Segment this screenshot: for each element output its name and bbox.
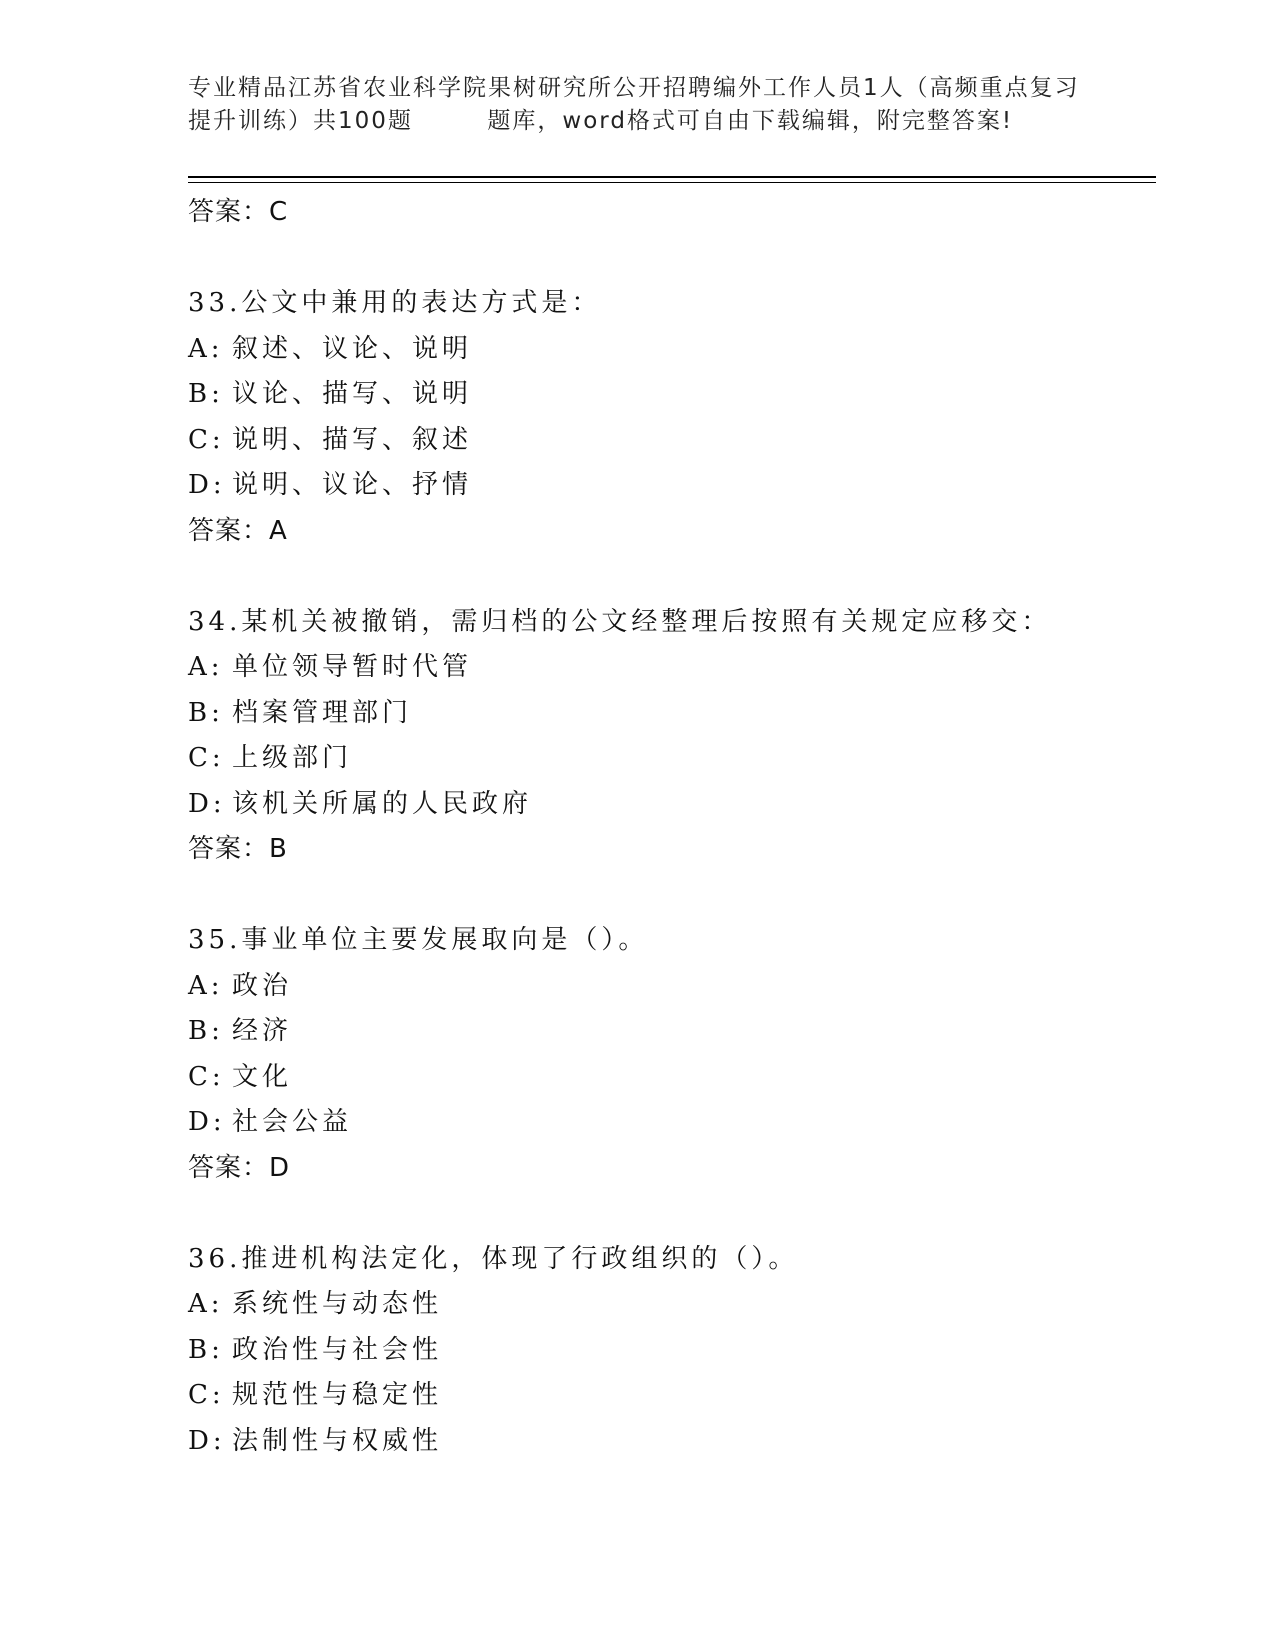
option-letter: D:: [188, 788, 226, 819]
question-stem: 36.推进机构法定化，体现了行政组织的（）。: [188, 1243, 799, 1274]
question-34: [188, 600, 1156, 872]
question-36: [188, 1237, 1156, 1465]
option-text: 系统性与动态性: [232, 1289, 443, 1319]
option-c: [188, 736, 1156, 782]
option-text: 社会公益: [232, 1107, 353, 1137]
option-letter: A:: [188, 333, 224, 364]
question-stem: 33.公文中兼用的表达方式是：: [188, 288, 602, 318]
option-text: 经济: [232, 1016, 293, 1046]
option-letter: B:: [188, 1334, 224, 1365]
option-d: [188, 463, 1156, 509]
option-text: 该机关所属的人民政府: [232, 788, 533, 819]
option-a: [188, 645, 1156, 691]
option-d: [188, 782, 1156, 828]
option-text: 议论、描写、说明: [232, 379, 473, 409]
document-header: [188, 72, 1108, 138]
question-33: [188, 281, 1156, 553]
option-letter: C:: [188, 1380, 225, 1410]
option-text: 上级部门: [232, 743, 353, 773]
option-text: 政治性与社会性: [232, 1334, 443, 1365]
option-c: [188, 418, 1156, 464]
option-d: [188, 1419, 1156, 1465]
option-letter: C:: [188, 424, 225, 455]
option-letter: C:: [188, 743, 225, 773]
option-letter: A:: [188, 970, 224, 1001]
option-a: [188, 964, 1156, 1010]
option-b: [188, 1328, 1156, 1374]
option-b: [188, 691, 1156, 737]
option-d: [188, 1100, 1156, 1146]
question-stem: 34.某机关被撤销，需归档的公文经整理后按照有关规定应移交：: [188, 606, 1052, 637]
option-text: 叙述、议论、说明: [232, 333, 473, 364]
option-b: [188, 1009, 1156, 1055]
option-letter: A:: [188, 652, 224, 682]
option-text: 政治: [232, 970, 293, 1001]
answer-line: 答案：B: [188, 834, 288, 864]
header-divider-thick: [188, 176, 1156, 178]
option-letter: B:: [188, 697, 224, 728]
option-letter: B:: [188, 379, 224, 409]
option-letter: D:: [188, 470, 226, 500]
header-divider-thin: [188, 182, 1156, 183]
header-line-2: 提升训练）共100题 题库，word格式可自由下载编辑，附完整答案!: [188, 108, 1014, 134]
option-a: [188, 1282, 1156, 1328]
option-text: 说明、描写、叙述: [232, 424, 473, 455]
question-stem: 35.事业单位主要发展取向是（）。: [188, 925, 649, 955]
option-b: [188, 372, 1156, 418]
option-text: 规范性与稳定性: [232, 1380, 443, 1410]
option-text: 法制性与权威性: [232, 1425, 443, 1456]
option-c: [188, 1055, 1156, 1101]
answer-line: 答案：A: [188, 515, 288, 546]
option-letter: D:: [188, 1107, 226, 1137]
option-text: 单位领导暂时代管: [232, 652, 473, 682]
option-letter: C:: [188, 1061, 225, 1092]
option-c: [188, 1373, 1156, 1419]
answer-line: 答案：D: [188, 1152, 291, 1183]
option-a: [188, 327, 1156, 373]
option-text: 说明、议论、抒情: [232, 470, 473, 500]
answer-line: 答案：C: [188, 197, 289, 227]
header-line-1: 专业精品江苏省农业科学院果树研究所公开招聘编外工作人员1人（高频重点复习: [188, 75, 1080, 101]
option-letter: B:: [188, 1016, 224, 1046]
option-text: 文化: [232, 1061, 293, 1092]
question-list: [188, 190, 1156, 1464]
option-letter: D:: [188, 1425, 226, 1456]
question-35: [188, 918, 1156, 1190]
option-text: 档案管理部门: [232, 697, 413, 728]
option-letter: A:: [188, 1289, 224, 1319]
